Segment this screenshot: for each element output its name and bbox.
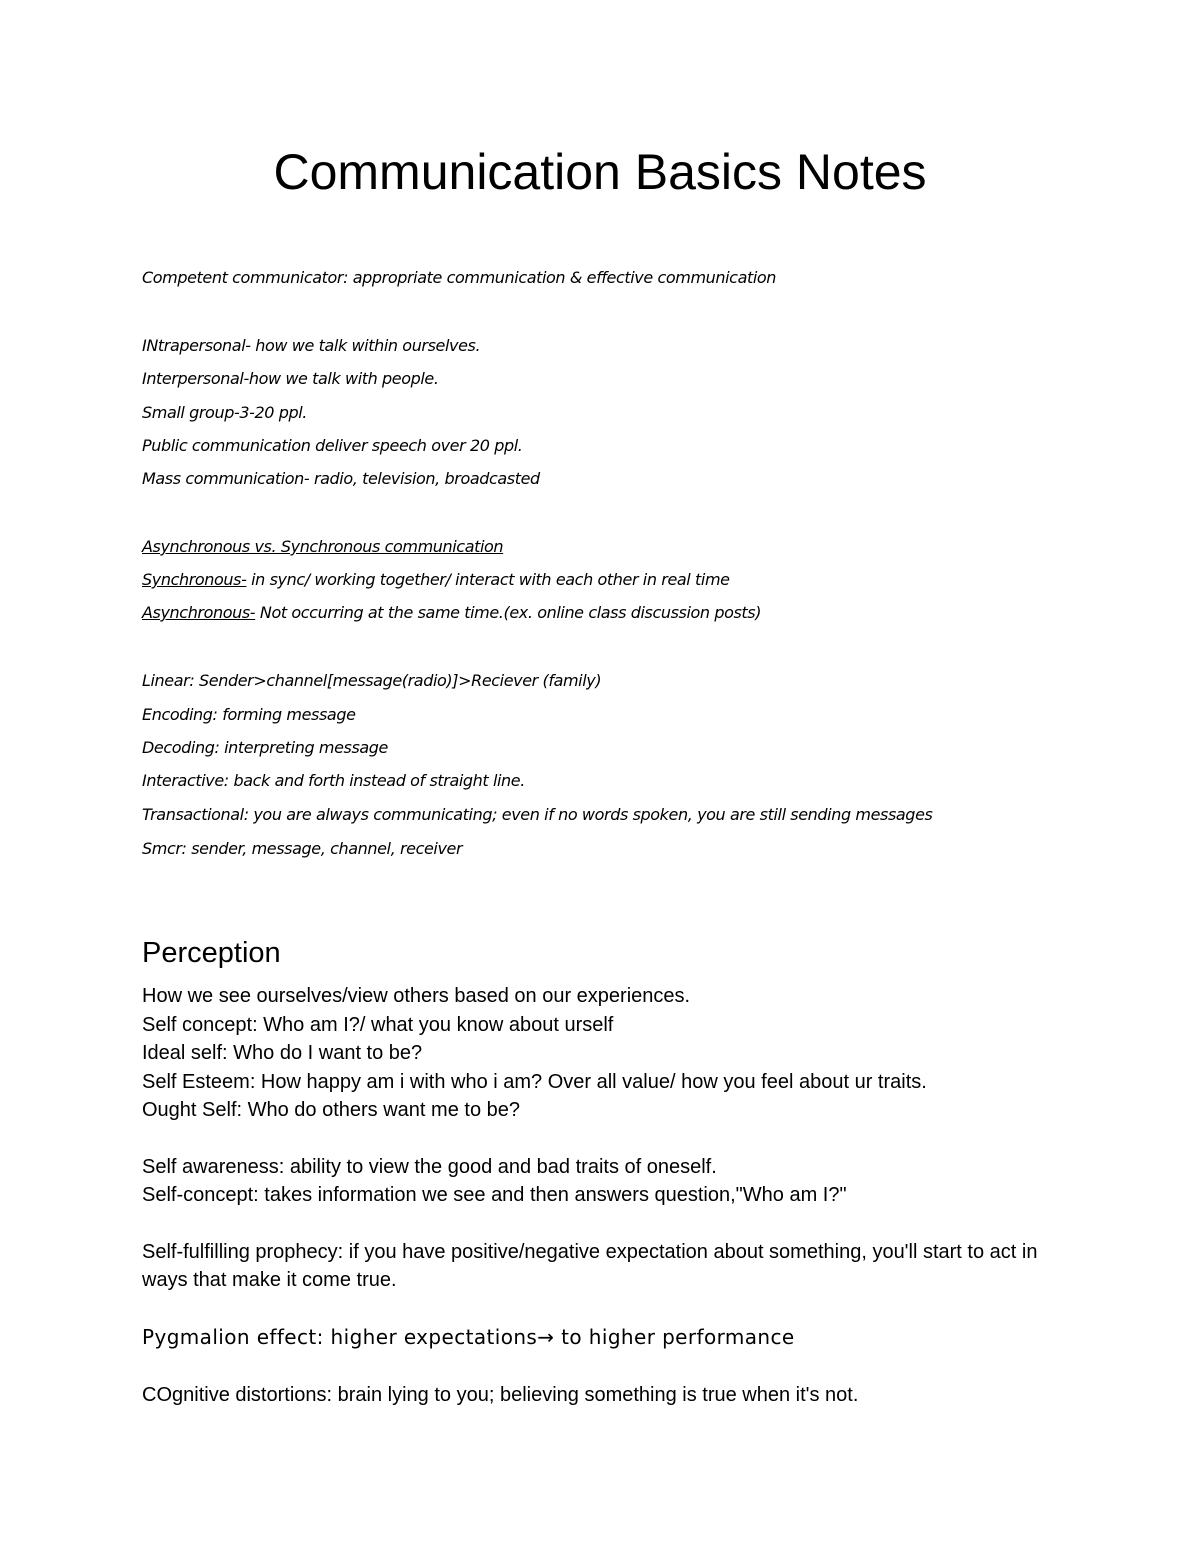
perception-line: How we see ourselves/view others based on our experiences. [142,985,691,1007]
self-concept-line: Self-concept: takes information we see and then answers question,"Who am I?" [142,1184,847,1206]
model-smcr: Smcr: sender, message, channel, receiver [142,839,463,858]
model-interactive: Interactive: back and forth instead of straight line. [142,771,525,790]
comm-type-mass: Mass communication- radio, television, broadcasted [142,469,540,488]
cognitive-distortions-line: COgnitive distortions: brain lying to you; believing something is true when it's not. [142,1384,859,1406]
comm-type-interpersonal: Interpersonal-how we talk with people. [142,369,439,388]
self-awareness-line: Self awareness: ability to view the good and bad traits of oneself. [142,1156,717,1178]
model-linear: Linear: Sender>channel[message(radio)]>Reciever (family) [142,671,602,690]
perception-line: Self Esteem: How happy am i with who i am? Over all value/ how you feel about ur traits. [142,1071,927,1093]
sync-heading: Asynchronous vs. Synchronous communication [142,537,504,556]
comm-type-public: Public communication deliver speech over 20 ppl. [142,436,523,455]
model-encoding: Encoding: forming message [142,705,356,724]
synchronous-definition: in sync/ working together/ interact with each other in real time [246,570,730,589]
asynchronous-definition: Not occurring at the same time.(ex. online class discussion posts) [255,603,762,622]
comm-type-intrapersonal: INtrapersonal- how we talk within ourselves. [142,336,481,355]
perception-heading: Perception [142,937,281,969]
perception-line: Ought Self: Who do others want me to be? [142,1099,520,1121]
pygmalion-effect-line: Pygmalion effect: higher expectations→ to higher performance [142,1325,795,1349]
asynchronous-term: Asynchronous- [142,603,256,622]
competent-communicator-line: Competent communicator: appropriate communication & effective communication [142,268,777,287]
model-transactional: Transactional: you are always communicating; even if no words spoken, you are still sending messages [142,805,933,824]
synchronous-line [142,570,730,589]
synchronous-term: Synchronous- [142,570,247,589]
comm-type-small-group: Small group-3-20 ppl. [142,403,307,422]
perception-line: Ideal self: Who do I want to be? [142,1042,423,1064]
asynchronous-line [142,603,761,622]
perception-line: Self concept: Who am I?/ what you know about urself [142,1014,614,1036]
self-fulfilling-prophecy-line: Self-fulfilling prophecy: if you have positive/negative expectation about something, you'll start to act in ways that make it come true. [142,1241,1038,1291]
model-decoding: Decoding: interpreting message [142,738,388,757]
page-title: Communication Basics Notes [273,144,927,200]
